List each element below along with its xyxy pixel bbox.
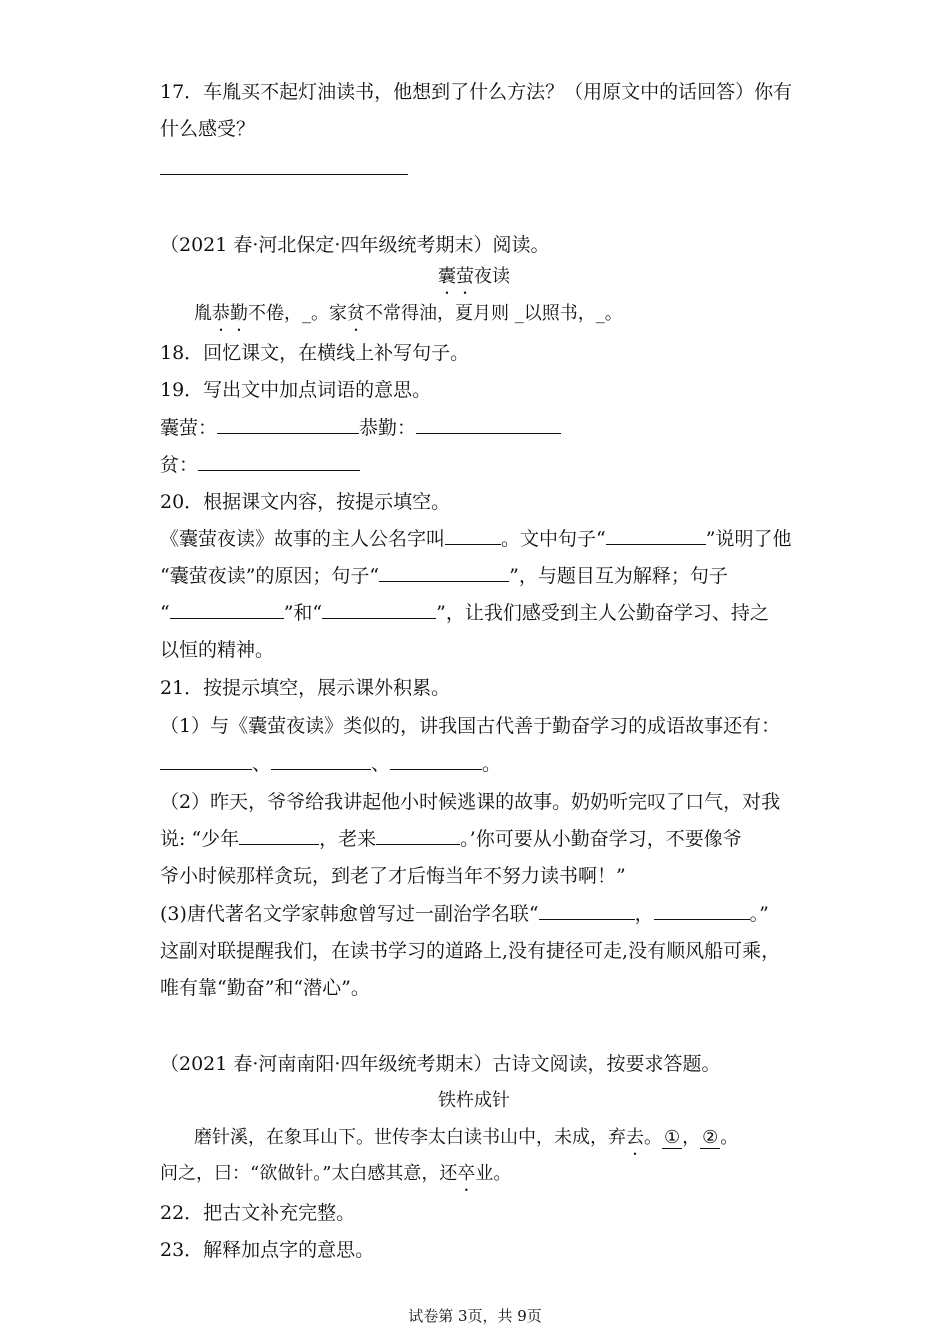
p1-c: 。 bbox=[644, 1127, 662, 1148]
blank[interactable] bbox=[390, 753, 482, 770]
q20-l1-c: ”说明了他 bbox=[705, 528, 792, 550]
blank[interactable] bbox=[239, 828, 319, 845]
q21-3-line2: 这副对联提醒我们，在读书学习的道路上,没有捷径可走,没有顺风船可乘， bbox=[160, 940, 781, 962]
q20-line4: 以恒的精神。 bbox=[160, 639, 275, 661]
section2-title: 铁杵成针 bbox=[438, 1090, 510, 1111]
q20-l2-a: “囊萤夜读”的原因；句子“ bbox=[160, 565, 380, 587]
q20-line1 bbox=[160, 527, 791, 551]
blank[interactable] bbox=[217, 417, 359, 434]
q19-line2 bbox=[160, 453, 360, 477]
q21-3a-b: ， bbox=[634, 903, 654, 925]
p1-d: ， bbox=[682, 1127, 701, 1148]
section2-header: （2021 春·河南南阳·四年级统考期末）古诗文阅读，按要求答题。 bbox=[160, 1053, 721, 1075]
passage-d: 不倦，_。家 bbox=[248, 303, 347, 324]
passage-dot-1: 恭 bbox=[212, 303, 230, 324]
sep-end: 。 bbox=[482, 753, 502, 775]
blank[interactable] bbox=[606, 528, 706, 545]
q20-l1-b: 。文中句子“ bbox=[501, 528, 606, 550]
q20-l2-b: ”，与题目互为解释；句子 bbox=[509, 565, 728, 587]
q19-label-c: 贫： bbox=[160, 454, 199, 476]
blank[interactable] bbox=[539, 903, 635, 920]
sep: 、 bbox=[371, 753, 391, 775]
q21: 21．按提示填空，展示课外积累。 bbox=[160, 677, 451, 699]
q20: 20．根据课文内容，按提示填空。 bbox=[160, 491, 451, 513]
q19: 19．写出文中加点词语的意思。 bbox=[160, 379, 432, 401]
p2-dot-1: 卒 bbox=[457, 1163, 476, 1184]
blank[interactable] bbox=[416, 417, 561, 434]
passage-f: 不常得油，夏月则 _以照书，_。 bbox=[365, 303, 623, 324]
q20-l1-a: 《囊萤夜读》故事的主人公名字叫 bbox=[160, 528, 446, 550]
q17-answer-line bbox=[160, 174, 408, 175]
section1-passage bbox=[194, 302, 623, 326]
p2-c: 业。 bbox=[475, 1163, 512, 1184]
p2-a: 问之，曰：“欲做针。”太白感其意，还 bbox=[160, 1163, 458, 1184]
q20-line2 bbox=[160, 564, 728, 588]
q20-line3 bbox=[160, 601, 769, 625]
blank[interactable] bbox=[198, 454, 360, 471]
p1-dot-1: 去 bbox=[626, 1127, 644, 1148]
sep: 、 bbox=[252, 753, 272, 775]
q21-2-line1: （2）昨天，爷爷给我讲起他小时候逃课的故事。奶奶听完叹了口气，对我 bbox=[160, 791, 781, 813]
q21-2b-b: ，老来 bbox=[319, 828, 377, 850]
q19-label-a: 囊萤： bbox=[160, 417, 218, 439]
q21-2-line2 bbox=[160, 827, 742, 851]
q21-1-blanks bbox=[160, 752, 501, 776]
blank-1[interactable]: ① bbox=[664, 1127, 681, 1148]
q21-2-line3: 爷小时候那样贪玩，到老了才后悔当年不努力读书啊！” bbox=[160, 865, 626, 887]
q20-l3-a: “ bbox=[160, 602, 170, 624]
blank[interactable] bbox=[445, 528, 501, 545]
blank[interactable] bbox=[654, 903, 750, 920]
q21-2b-a: 说: “少年 bbox=[160, 828, 240, 850]
q21-3a-c: 。” bbox=[749, 903, 769, 925]
q21-1: （1）与《囊萤夜读》类似的，讲我国古代善于勤奋学习的成语故事还有： bbox=[160, 715, 781, 737]
title-rest: 夜读 bbox=[474, 266, 510, 287]
title-char-2: 萤 bbox=[456, 266, 474, 287]
blank[interactable] bbox=[160, 753, 252, 770]
section1-title bbox=[438, 265, 510, 289]
section2-passage-line1 bbox=[194, 1126, 738, 1150]
blank[interactable] bbox=[322, 602, 436, 619]
p1-e: 。 bbox=[720, 1127, 739, 1148]
passage-a: 胤 bbox=[194, 303, 212, 324]
page-footer: 试卷第 3页，共 9页 bbox=[408, 1307, 542, 1325]
q19-label-b: 恭勤： bbox=[359, 417, 417, 439]
blank[interactable] bbox=[170, 602, 284, 619]
q19-line1 bbox=[160, 416, 561, 440]
p1-a: 磨针溪，在象耳山下。世传李太白读书山中，未成，弃 bbox=[194, 1127, 626, 1148]
blank-2[interactable]: ② bbox=[702, 1127, 719, 1148]
passage-dot-3: 贫 bbox=[347, 303, 365, 324]
passage-dot-2: 勤 bbox=[230, 303, 248, 324]
q21-3a-a: (3)唐代著名文学家韩愈曾写过一副治学名联“ bbox=[160, 903, 539, 925]
q17-line2: 什么感受？ bbox=[160, 118, 256, 140]
q23: 23．解释加点字的意思。 bbox=[160, 1239, 375, 1261]
blank[interactable] bbox=[271, 753, 371, 770]
q20-l3-c: ”，让我们感受到主人公勤奋学习、持之 bbox=[436, 602, 769, 624]
q20-l3-b: ”和“ bbox=[283, 602, 323, 624]
title-char-1: 囊 bbox=[438, 266, 456, 287]
q22: 22．把古文补充完整。 bbox=[160, 1202, 356, 1224]
q21-2b-c: 。’你可要从小勤奋学习，不要像爷 bbox=[460, 828, 742, 850]
blank[interactable] bbox=[379, 565, 509, 582]
blank[interactable] bbox=[376, 828, 460, 845]
section2-passage-line2 bbox=[160, 1162, 511, 1186]
q21-3-line1 bbox=[160, 902, 769, 926]
q17-line1: 17．车胤买不起灯油读书，他想到了什么方法？（用原文中的话回答）你有 bbox=[160, 81, 793, 103]
q21-3-line3: 唯有靠“勤奋”和“潜心”。 bbox=[160, 977, 370, 999]
q18: 18．回忆课文，在横线上补写句子。 bbox=[160, 342, 470, 364]
section1-header: （2021 春·河北保定·四年级统考期末）阅读。 bbox=[160, 234, 550, 256]
